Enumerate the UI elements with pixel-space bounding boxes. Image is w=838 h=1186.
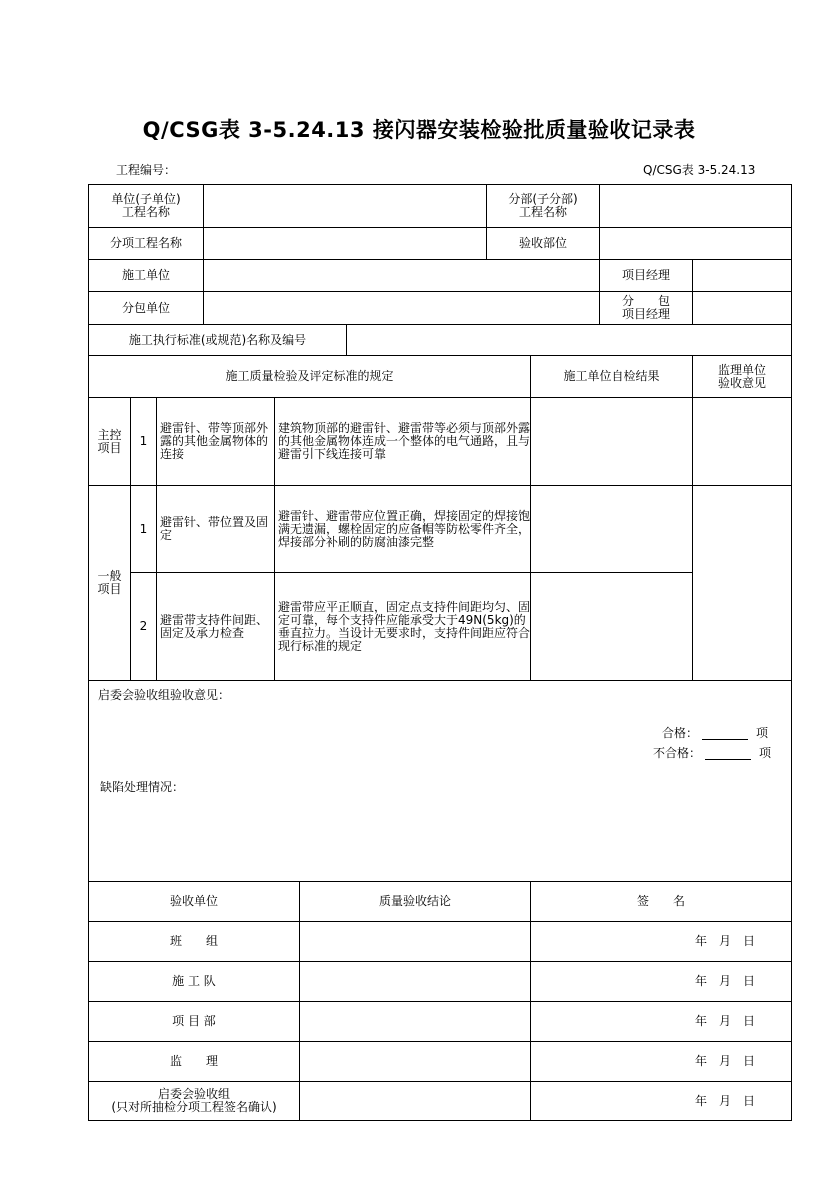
- main-item-1-no: 1: [139, 434, 148, 448]
- sub-pm-label: 分 包 项目经理: [621, 294, 670, 321]
- defect-label: 缺陷处理情况：: [100, 780, 185, 794]
- form-code: Q/CSG表 3-5.24.13: [643, 163, 756, 177]
- page-title: Q/CSG表 3-5.24.13 接闪器安装检验批质量验收记录表: [142, 118, 696, 142]
- division-name-label: 分部(子分部) 工程名称: [508, 192, 578, 219]
- general-supervisor[interactable]: [693, 486, 791, 680]
- pass-count[interactable]: [702, 727, 748, 740]
- main-control-label: 主控 项目: [97, 427, 122, 455]
- acceptance-part-label: 验收部位: [518, 236, 567, 250]
- sign-col-unit: 验收单位: [169, 894, 218, 908]
- sign-row-project-dept-conclusion[interactable]: [300, 1002, 530, 1041]
- general-item-2-name: 避雷带支持件间距、固定及承力检查: [160, 612, 269, 640]
- project-number-label: 工程编号：: [116, 163, 177, 177]
- general-item-1-name: 避雷针、带位置及固定: [160, 515, 269, 542]
- fail-count[interactable]: [705, 747, 751, 760]
- spec-column-header: 施工质量检验及评定标准的规定: [225, 369, 394, 383]
- standard-label: 施工执行标准(或规范)名称及编号: [128, 332, 307, 347]
- sign-row-supervisor-conclusion[interactable]: [300, 1042, 530, 1081]
- self-check-column-header: 施工单位自检结果: [563, 369, 660, 383]
- pass-label: 合格：: [662, 726, 699, 740]
- sign-row-committee: 启委会验收组 (只对所抽检分项工程签名确认): [111, 1087, 277, 1114]
- project-manager-value[interactable]: [693, 260, 791, 291]
- sub-pm-value[interactable]: [693, 292, 791, 324]
- fail-label: 不合格：: [653, 746, 702, 760]
- main-item-1-supervisor[interactable]: [693, 398, 791, 485]
- sign-row-project-dept: 项 目 部: [172, 1014, 216, 1028]
- subitem-name-label: 分项工程名称: [109, 236, 182, 250]
- general-item-2-no: 2: [139, 619, 148, 633]
- sign-row-supervisor-date[interactable]: 年 月 日: [694, 1054, 755, 1068]
- general-item-1-requirement: 避雷针、避雷带应位置正确，焊接固定的焊接饱满无遗漏，螺栓固定的应备帽等防松零件齐全，焊接部分补刷的防腐油漆完整: [278, 508, 531, 549]
- sign-row-crew-date[interactable]: 年 月 日: [694, 974, 755, 988]
- sign-row-supervisor: 监 理: [169, 1054, 218, 1068]
- general-item-2-requirement: 避雷带应平正顺直，固定点支持件间距均匀、固定可靠，每个支持件应能承受大于49N(5kg)的垂直拉力。当设计无要求时，支持件间距应符合现行标准的规定: [278, 599, 531, 653]
- sign-row-project-dept-date[interactable]: 年 月 日: [694, 1014, 755, 1028]
- sign-row-team-conclusion[interactable]: [300, 922, 530, 961]
- unit-name-label: 单位(子单位) 工程名称: [111, 192, 181, 219]
- unit-name-value[interactable]: [204, 185, 486, 227]
- acceptance-part-value[interactable]: [600, 228, 791, 259]
- opinion-label: 启委会验收组验收意见：: [98, 688, 231, 702]
- pass-unit: 项: [756, 726, 769, 740]
- fail-unit: 项: [759, 746, 772, 760]
- general-item-2-self-check[interactable]: [531, 573, 692, 680]
- sign-row-team: 班 组: [169, 934, 218, 948]
- supervisor-column-header: 监理单位 验收意见: [717, 362, 766, 390]
- division-name-value[interactable]: [600, 185, 791, 227]
- sign-row-crew-conclusion[interactable]: [300, 962, 530, 1001]
- project-manager-label: 项目经理: [621, 268, 670, 282]
- pass-row: [662, 727, 768, 740]
- standard-value[interactable]: [347, 325, 791, 355]
- construction-unit-label: 施工单位: [121, 268, 170, 282]
- sign-row-committee-conclusion[interactable]: [300, 1082, 530, 1120]
- sign-row-team-date[interactable]: 年 月 日: [694, 934, 755, 948]
- sign-row-crew: 施 工 队: [172, 974, 216, 988]
- sign-col-signature: 签 名: [636, 894, 685, 908]
- main-item-1-requirement: 建筑物顶部的避雷针、避雷带等必须与顶部外露的其他金属物体连成一个整体的电气通路，且与避雷引下线连接可靠: [278, 421, 531, 461]
- subcontractor-value[interactable]: [204, 292, 599, 324]
- fail-row: [653, 747, 771, 760]
- general-item-1-self-check[interactable]: [531, 486, 692, 572]
- subcontractor-label: 分包单位: [121, 300, 170, 315]
- main-item-1-self-check[interactable]: [531, 398, 692, 485]
- general-item-1-no: 1: [139, 521, 148, 536]
- sign-col-conclusion: 质量验收结论: [378, 894, 451, 908]
- subitem-name-value[interactable]: [204, 228, 486, 259]
- main-item-1-name: 避雷针、带等顶部外露的其他金属物体的连接: [160, 421, 269, 461]
- sign-row-committee-date[interactable]: 年 月 日: [694, 1093, 755, 1108]
- construction-unit-value[interactable]: [204, 260, 599, 291]
- general-label: 一般 项目: [97, 569, 122, 596]
